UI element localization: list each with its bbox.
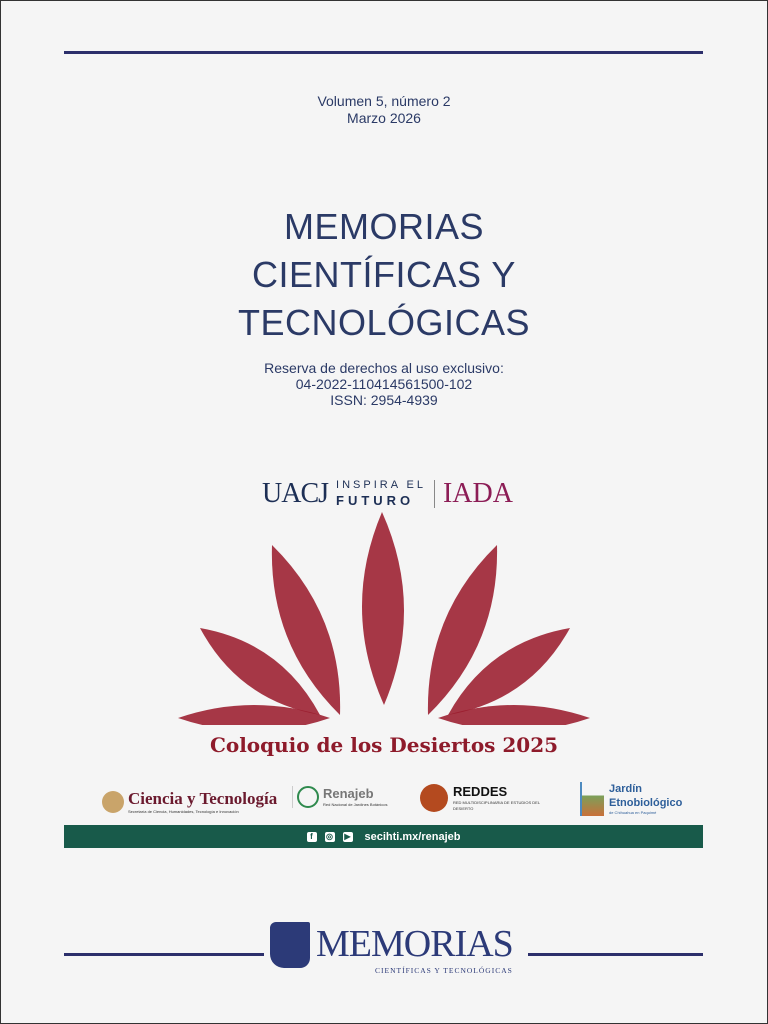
rights-label: Reserva de derechos al uso exclusivo: (264, 360, 504, 376)
title-line: CIENTÍFICAS Y (252, 254, 516, 295)
title-line: MEMORIAS (283, 206, 484, 247)
logo-name: Jardín (609, 783, 643, 795)
volume: Volumen 5, número 2 (317, 93, 451, 109)
event-title: Coloquio de los Desiertos 2025 (209, 733, 559, 757)
sponsor-logos (98, 782, 683, 824)
logo-sub: Red Nacional de Jardines Botánicos (323, 802, 388, 807)
slogan-line: FUTURO (336, 493, 415, 508)
footer-logo (270, 922, 513, 976)
flower-logo (0, 500, 768, 725)
logo-sub: Secretaría de Ciencia, Humanidades, Tecnología e Innovación (128, 809, 239, 814)
social-band (64, 825, 703, 848)
ciencia-tecnologia-logo (102, 788, 277, 815)
footer-subtitle: CIENTÍFICAS Y TECNOLÓGICAS (375, 966, 513, 975)
journal-title (0, 203, 768, 347)
logo-sub: RED MULTIDISCIPLINARIA DE ESTUDIOS DEL DESIERTO (453, 800, 540, 811)
instagram-icon[interactable]: ◎ (326, 831, 333, 841)
puzzle-icon (270, 922, 310, 968)
rights-number: 04-2022-110414561500-102 (295, 376, 473, 392)
seal-icon (102, 791, 124, 813)
social-url[interactable]: secihti.mx/renajeb (364, 830, 461, 843)
footer-rule-left (64, 953, 264, 956)
sun-icon (420, 784, 448, 812)
logo-name: Etnobiológico (609, 797, 683, 809)
footer-wordmark: MEMORIAS (316, 923, 513, 965)
rights-info (0, 360, 768, 408)
footer-rule-right (528, 953, 703, 956)
issue-date: Marzo 2026 (347, 110, 421, 126)
issn: ISSN: 2954-4939 (330, 392, 438, 408)
title-line: TECNOLÓGICAS (237, 302, 531, 343)
logo-sub: de Chihuahua en Paquimé (609, 810, 657, 815)
facebook-icon[interactable]: f (307, 832, 317, 842)
reddes-logo (420, 784, 543, 812)
uacj-wordmark: UACJ (262, 478, 329, 509)
petal (362, 512, 404, 705)
cactus-icon (580, 782, 604, 816)
iada-wordmark: IADA (442, 478, 513, 509)
slogan-line: INSPIRA EL (336, 479, 426, 491)
jardin-logo (580, 782, 682, 816)
leaf-icon (297, 786, 319, 808)
logo-name: Renajeb (323, 786, 374, 801)
logo-name: Ciencia y Tecnología (128, 789, 278, 808)
issue-info (0, 93, 768, 127)
renajeb-logo (292, 786, 387, 808)
logo-name: REDDES (453, 784, 508, 799)
youtube-icon[interactable]: ▶ (344, 831, 351, 841)
top-rule (64, 51, 703, 54)
